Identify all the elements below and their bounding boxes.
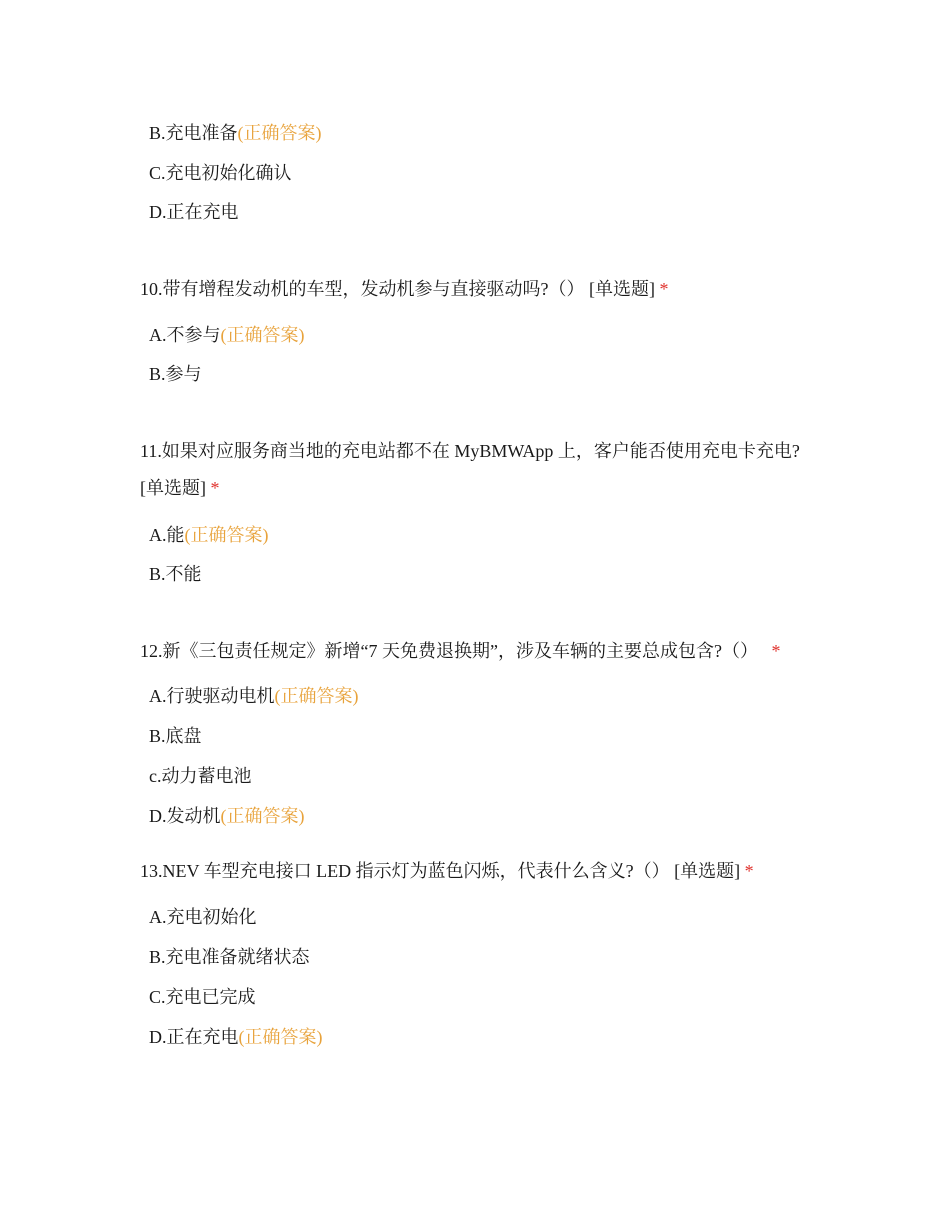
option-text: C.充电已完成 (149, 987, 256, 1007)
option-text: D.正在充电 (149, 202, 239, 222)
option-text: A.能 (149, 525, 185, 545)
correct-answer-tag: (正确答案) (184, 525, 269, 545)
option-text: B.充电准备 (149, 123, 238, 143)
q9-option-d (149, 201, 239, 223)
question-13-title (140, 860, 754, 882)
question-12-title (140, 640, 780, 662)
q13-option-a (149, 906, 257, 928)
q12-option-b (149, 725, 202, 747)
question-11-title (140, 433, 810, 507)
q13-option-d (149, 1026, 323, 1048)
question-text: 11.如果对应服务商当地的充电站都不在 MyBMWApp 上，客户能否使用充电卡充电? [单选题] (140, 441, 800, 498)
question-text: 10.带有增程发动机的车型，发动机参与直接驱动吗?（） [单选题] (140, 279, 655, 299)
option-text: B.充电准备就绪状态 (149, 947, 310, 967)
option-text: A.充电初始化 (149, 907, 257, 927)
q12-option-a (149, 685, 359, 707)
q12-option-d (149, 805, 305, 827)
question-text: 12.新《三包责任规定》新增“7 天免费退换期”，涉及车辆的主要总成包含?（） (140, 641, 758, 661)
q12-option-c (149, 765, 252, 787)
option-text: c.动力蓄电池 (149, 766, 252, 786)
option-text: D.发动机 (149, 806, 221, 826)
required-mark: * (659, 279, 669, 299)
option-text: B.参与 (149, 364, 202, 384)
required-mark: * (771, 641, 781, 661)
required-mark: * (210, 478, 220, 498)
correct-answer-tag: (正确答案) (220, 325, 305, 345)
option-text: C.充电初始化确认 (149, 163, 292, 183)
q9-option-b (149, 122, 322, 144)
question-10-title (140, 278, 668, 300)
q10-option-a (149, 324, 305, 346)
q11-option-a (149, 524, 269, 546)
question-text: 13.NEV 车型充电接口 LED 指示灯为蓝色闪烁，代表什么含义?（） [单选题] (140, 861, 741, 881)
correct-answer-tag: (正确答案) (237, 123, 322, 143)
q13-option-b (149, 946, 310, 968)
q11-option-b (149, 563, 202, 585)
option-text: A.行驶驱动电机 (149, 686, 275, 706)
option-text: D.正在充电 (149, 1027, 239, 1047)
required-mark: * (744, 861, 754, 881)
correct-answer-tag: (正确答案) (274, 686, 359, 706)
q9-option-c (149, 162, 292, 184)
q13-option-c (149, 986, 256, 1008)
correct-answer-tag: (正确答案) (238, 1027, 323, 1047)
option-text: A.不参与 (149, 325, 221, 345)
q10-option-b (149, 363, 202, 385)
option-text: B.不能 (149, 564, 202, 584)
option-text: B.底盘 (149, 726, 202, 746)
correct-answer-tag: (正确答案) (220, 806, 305, 826)
